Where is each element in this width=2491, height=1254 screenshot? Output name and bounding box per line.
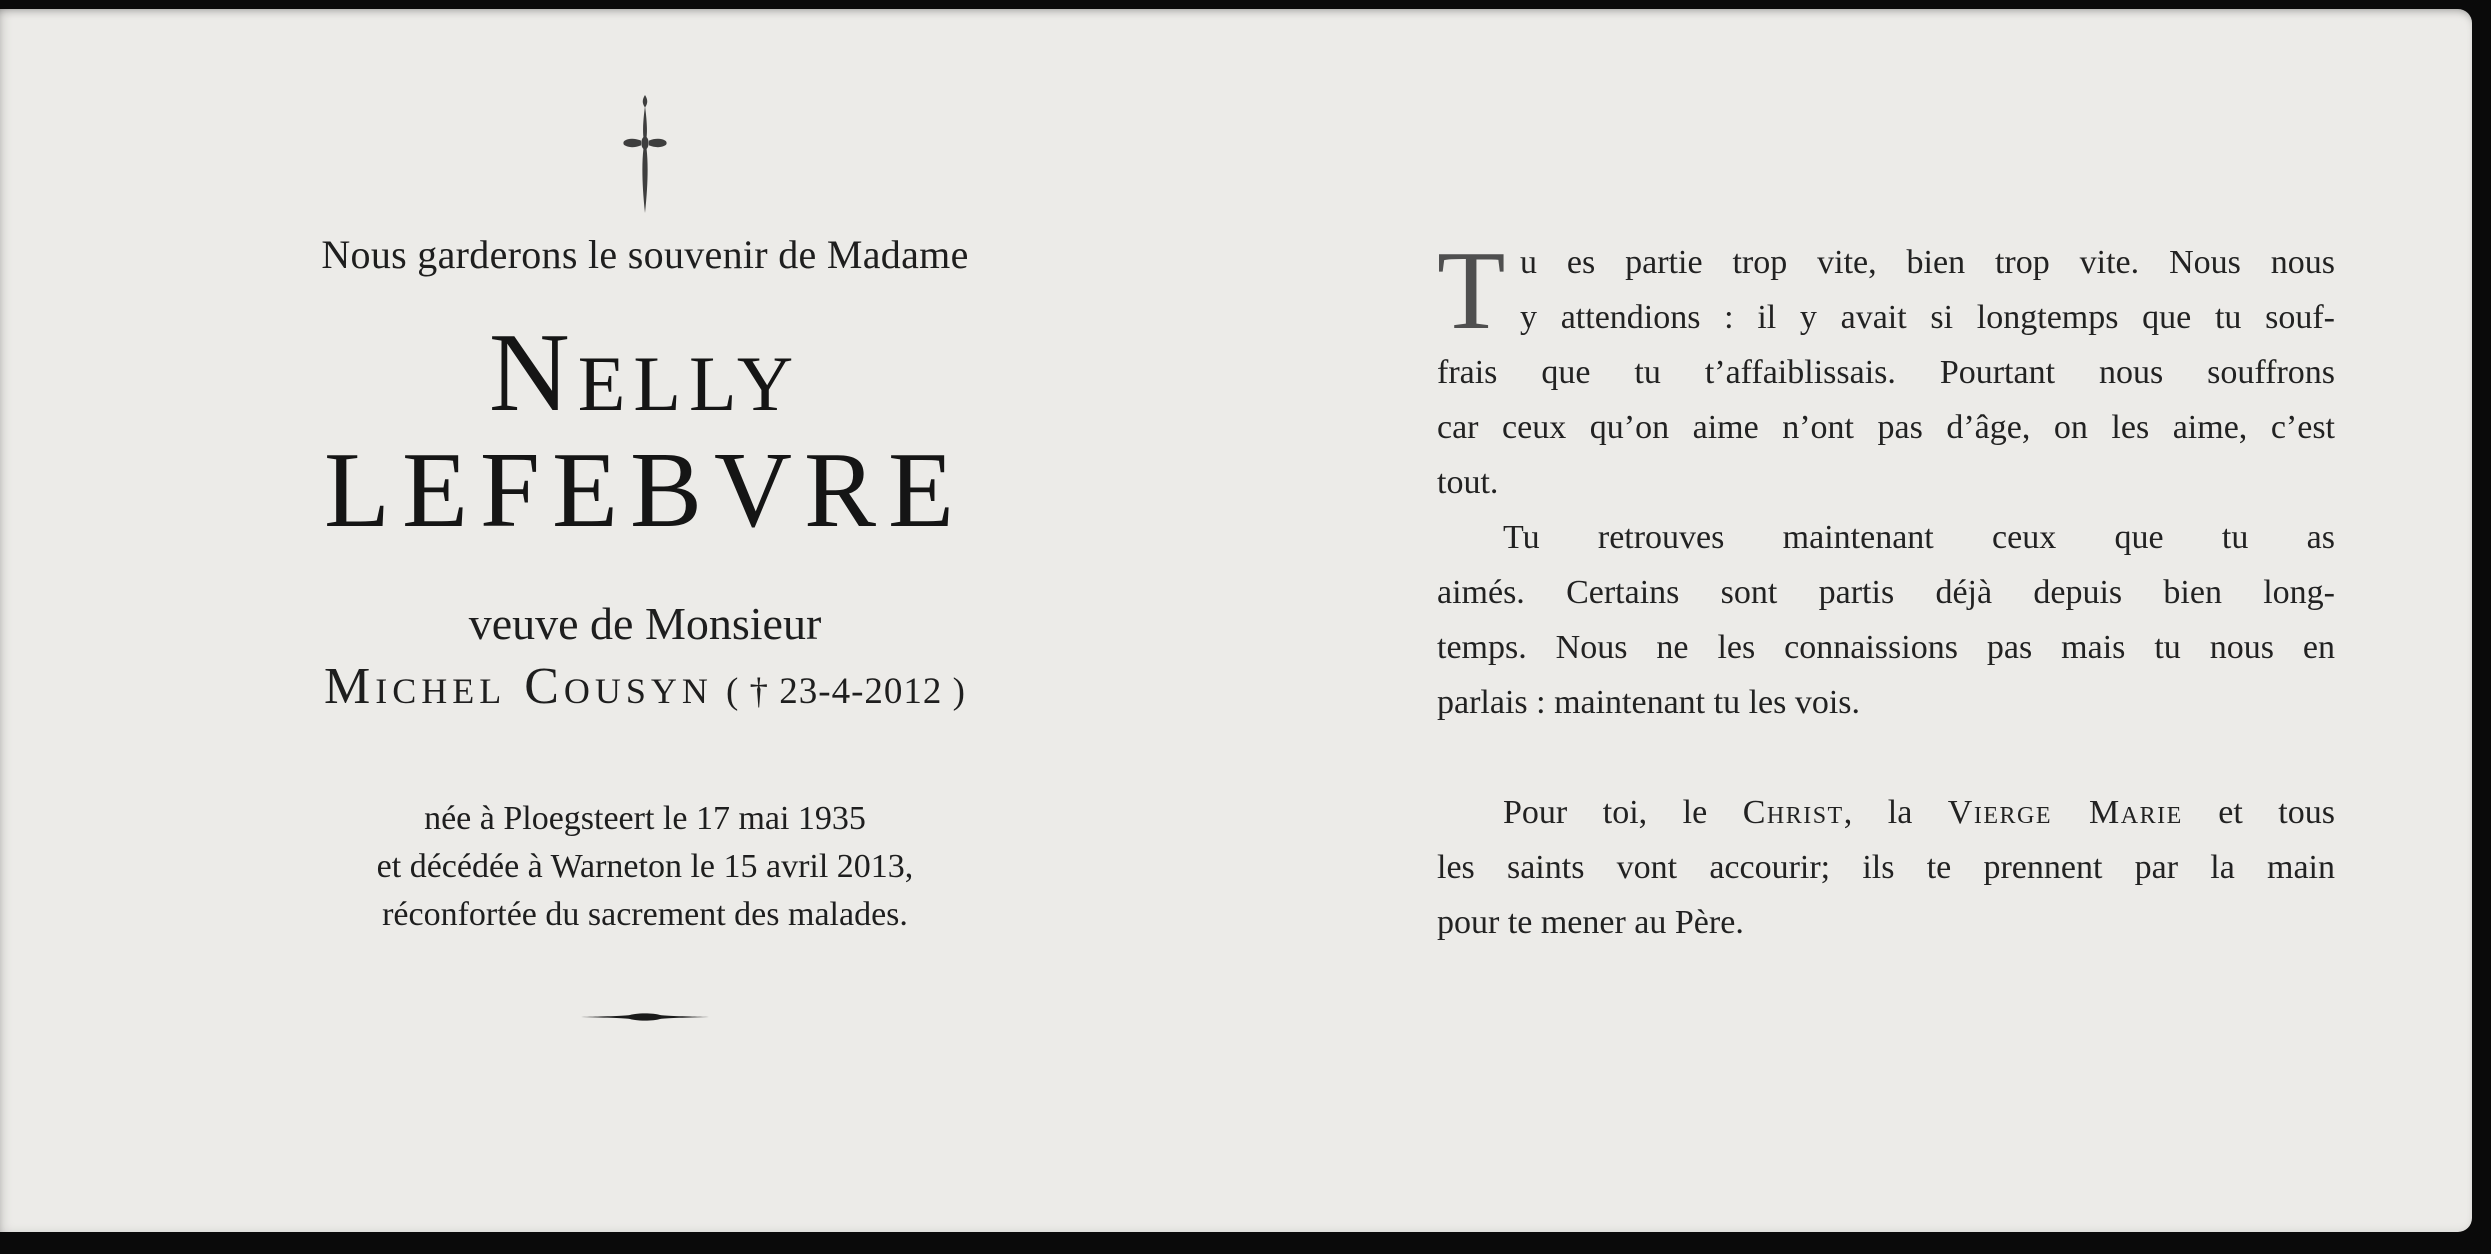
swelled-rule-divider [0,1011,1290,1029]
text-line: pour te mener au Père. [1437,904,1744,941]
text-line: y attendions : il y avait si longtemps que tu souf- [1520,299,2335,336]
deceased-first-name: Nelly [488,311,802,435]
intro-line: Nous garderons le souvenir de Madame [321,232,969,277]
text-line: temps. Nous ne les connaissions pas mais tu nous en [1437,629,2335,666]
paragraph-1 [1437,229,2335,510]
text-line: u es partie trop vite, bien trop vite. Nous nous [1520,244,2335,281]
right-page [1437,229,2335,950]
left-page [0,9,1290,1232]
dropcap-T: T [1437,229,1506,353]
spouse-name: Michel Cousyn [324,658,713,715]
spouse-death-date: ( † 23-4-2012 ) [725,671,966,712]
text-fragment: et tous [2182,794,2335,831]
text-line: Tu retrouves maintenant ceux que tu as [1503,519,2335,556]
deceased-last-name: LEFEBVRE [323,431,966,550]
christ-smallcaps: Christ [1742,794,1844,831]
text-line: car ceux qu’on aime n’ont pas d’âge, on les aime, c’est [1437,409,2335,446]
text-line: les saints vont accourir; ils te prennent par la main [1437,849,2335,886]
cross-icon [0,93,1290,215]
life-details [0,795,1290,939]
text-line: aimés. Certains sont partis déjà depuis bien long- [1437,574,2335,611]
text-fragment: , la [1843,794,1948,831]
text-fragment: Pour toi, le [1503,794,1743,831]
spouse-line [0,657,1290,716]
death-line: et décédée à Warneton le 15 avril 2013, [376,848,914,885]
vierge-marie-smallcaps: Vierge Marie [1947,794,2183,831]
memorial-card [0,9,2472,1232]
birth-line: née à Ploegsteert le 17 mai 1935 [424,800,866,837]
text-line: tout. [1437,464,1499,501]
paragraph-2 [1437,510,2335,730]
sacrament-line: réconfortée du sacrement des malades. [382,896,908,933]
text-line [1437,785,2335,840]
paragraph-3 [1437,785,2335,950]
relation-intro: veuve de Monsieur [468,598,822,649]
text-line: parlais : maintenant tu les vois. [1437,684,1861,721]
text-line: frais que tu t’affaiblissais. Pourtant nous souffrons [1437,354,2335,391]
